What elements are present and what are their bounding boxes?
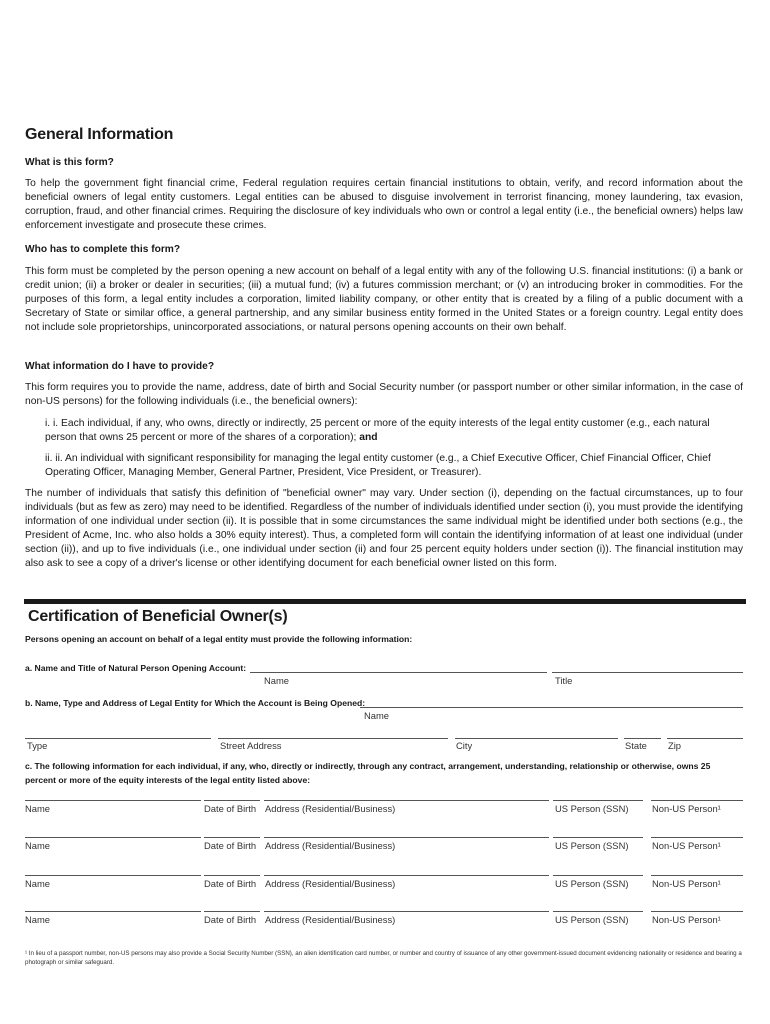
paragraph-beneficial-owner-count: The number of individuals that satisfy this definition of "beneficial owner" may vary. Under section (i), depending on the factual circumstances, up to four individuals (but as few as zero) may need to be identified. Regardless of the number of individuals identified under section (i), you must provide the identifying information of one individual under section (ii). It is possible that in some circumstances the same individual might be identified under both sections (e.g., the President of Acme, Inc. who also holds a 30% equity interest). Thus, a completed form will contain the identifying information of at least one individual (under section (ii)), and up to five individuals (i.e., one individual under section (ii) and four 25 percent equity holders under section (i)). The financial institution may also ask to see a copy of a driver's license or other identifying document for each beneficial owner listed on this form.: [25, 488, 743, 570]
section-b-label: b. Name, Type and Address of Legal Entity for Which the Account is Being Opened:: [25, 698, 366, 708]
certification-intro: Persons opening an account on behalf of a legal entity must provide the following information:: [25, 634, 413, 644]
owner-name-caption: Name: [25, 914, 51, 925]
paragraph-information: This form requires you to provide the name, address, date of birth and Social Security number (or passport number or other similar information, in the case of non-US persons) for the following individuals (i.e., the beneficial owners):: [25, 382, 743, 408]
owner-address-caption: Address (Residential/Business): [265, 878, 396, 889]
owner-dob-caption: Date of Birth: [204, 914, 257, 925]
owner-ssn-field[interactable]: [553, 875, 643, 876]
opener-title-caption: Title: [555, 675, 573, 686]
owner-ssn-caption: US Person (SSN): [555, 914, 629, 925]
entity-state-field[interactable]: [624, 738, 661, 739]
owner-address-caption: Address (Residential/Business): [265, 803, 396, 814]
entity-zip-field[interactable]: [667, 738, 743, 739]
list-item-equity-owners: [45, 417, 743, 445]
list-item-and: and: [359, 432, 378, 444]
owner-address-field[interactable]: [264, 911, 549, 912]
owner-address-caption: Address (Residential/Business): [265, 914, 396, 925]
question-what-information: What information do I have to provide?: [25, 361, 215, 372]
section-c-label: c. The following information for each individual, if any, who, directly or indirectly, through any contract, arrangement, understanding, relationship or otherwise, owns 25 percent or more of the equity interests of the legal entity listed above:: [25, 761, 711, 785]
entity-street-field[interactable]: [218, 738, 448, 739]
owner-dob-field[interactable]: [204, 911, 260, 912]
owner-name-field[interactable]: [25, 800, 201, 801]
owner-dob-field[interactable]: [204, 837, 260, 838]
owner-non-us-field[interactable]: [651, 911, 743, 912]
owner-dob-field[interactable]: [204, 875, 260, 876]
owner-name-caption: Name: [25, 803, 51, 814]
owner-dob-field[interactable]: [204, 800, 260, 801]
owner-name-field[interactable]: [25, 911, 201, 912]
owner-non-us-caption: Non-US Person¹: [652, 914, 721, 925]
entity-name-caption: Name: [364, 710, 390, 721]
opener-name-field[interactable]: [250, 672, 547, 673]
general-information-heading: General Information: [25, 126, 174, 143]
entity-state-caption: State: [625, 740, 647, 751]
entity-street-caption: Street Address: [220, 740, 282, 751]
owner-ssn-field[interactable]: [553, 911, 643, 912]
owner-dob-caption: Date of Birth: [204, 803, 257, 814]
entity-zip-caption: Zip: [668, 740, 682, 751]
owner-non-us-caption: Non-US Person¹: [652, 803, 721, 814]
owner-ssn-caption: US Person (SSN): [555, 803, 629, 814]
owner-address-field[interactable]: [264, 837, 549, 838]
owner-address-field[interactable]: [264, 800, 549, 801]
footnote: ¹ In lieu of a passport number, non-US persons may also provide a Social Security Number (SSN), an alien identification card number, or number and country of issuance of any other government-issued document evidencing nationality or residence and bearing a photograph or similar safeguard.: [25, 950, 742, 966]
owner-dob-caption: Date of Birth: [204, 840, 257, 851]
owner-name-caption: Name: [25, 878, 51, 889]
owner-dob-caption: Date of Birth: [204, 878, 257, 889]
opener-name-caption: Name: [264, 675, 290, 686]
entity-type-caption: Type: [27, 740, 48, 751]
opener-title-field[interactable]: [552, 672, 743, 673]
owner-non-us-field[interactable]: [651, 837, 743, 838]
owner-ssn-field[interactable]: [553, 837, 643, 838]
paragraph-purpose: To help the government fight financial crime, Federal regulation requires certain financial institutions to obtain, verify, and record information about the beneficial owners of legal entity customers. Legal entities can be abused to disguise involvement in terrorist financing, money laundering, tax evasion, corruption, fraud, and other financial crimes. Requiring the disclosure of key individuals who own or control a legal entity (i.e., the beneficial owners) helps law enforcement investigate and prosecute these crimes.: [25, 178, 743, 232]
owner-ssn-caption: US Person (SSN): [555, 840, 629, 851]
entity-city-caption: City: [456, 740, 473, 751]
paragraph-who-completes: This form must be completed by the person opening a new account on behalf of a legal entity with any of the following U.S. financial institutions: (i) a bank or credit union; (ii) a broker or dealer in securities; (iii) a mutual fund; (iv) a futures commission merchant; or (v) an introducing broker in commodities. For the purposes of this form, a legal entity includes a corporation, limited liability company, or other entity that is created by a filing of a public document with a Secretary of State or similar office, a general partnership, and any similar business entity formed in the United States or a foreign country. Legal entity does not include sole proprietorships, unincorporated associations, or natural persons opening accounts on their own behalf.: [25, 266, 743, 334]
owner-address-field[interactable]: [264, 875, 549, 876]
owner-ssn-caption: US Person (SSN): [555, 878, 629, 889]
entity-name-field[interactable]: [360, 707, 743, 708]
owner-non-us-caption: Non-US Person¹: [652, 840, 721, 851]
owner-name-field[interactable]: [25, 875, 201, 876]
question-who-completes: Who has to complete this form?: [25, 244, 181, 255]
owner-non-us-field[interactable]: [651, 800, 743, 801]
owner-address-caption: Address (Residential/Business): [265, 840, 396, 851]
entity-type-field[interactable]: [25, 738, 211, 739]
owner-name-caption: Name: [25, 840, 51, 851]
list-item-equity-text: i. i. Each individual, if any, who owns, directly or indirectly, 25 percent or more of the equity interests of the legal entity customer (e.g., each natural person that owns 25 percent or more of the shares of a corporation);: [45, 418, 710, 444]
certification-heading: Certification of Beneficial Owner(s): [28, 608, 288, 625]
entity-city-field[interactable]: [455, 738, 618, 739]
list-item-control-person: ii. ii. An individual with significant responsibility for managing the legal entity customer (e.g., a Chief Executive Officer, Chief Financial Officer, Chief Operating Officer, Managing Member, General Partner, President, Vice President, or Treasurer).: [45, 453, 711, 479]
owner-ssn-field[interactable]: [553, 800, 643, 801]
section-divider: [24, 599, 746, 604]
question-what-is-form: What is this form?: [25, 157, 114, 168]
section-a-label: a. Name and Title of Natural Person Opening Account:: [25, 663, 247, 673]
owner-non-us-field[interactable]: [651, 875, 743, 876]
owner-name-field[interactable]: [25, 837, 201, 838]
owner-non-us-caption: Non-US Person¹: [652, 878, 721, 889]
